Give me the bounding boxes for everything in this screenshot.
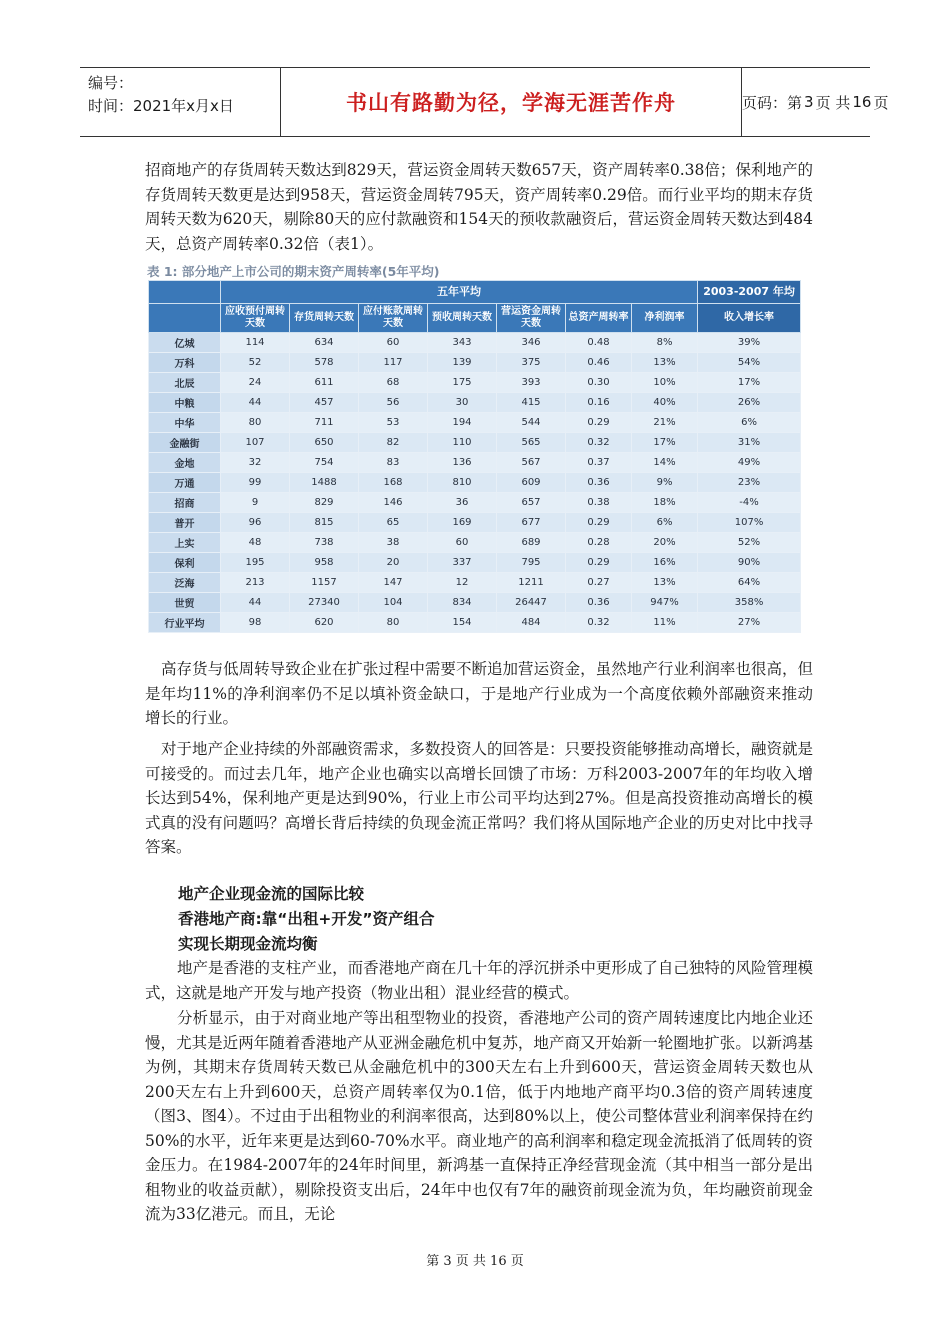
page-mid: 页 共 <box>815 93 851 112</box>
table-cell: 24 <box>221 373 290 393</box>
data-table <box>148 280 801 633</box>
table-cell: 620 <box>290 613 359 633</box>
table-cell: 1157 <box>290 573 359 593</box>
table-cell: 168 <box>359 473 428 493</box>
table-title: 表 1: 部分地产上市公司的期末资产周转率(5年平均) <box>147 264 440 279</box>
table-cell: 754 <box>290 453 359 473</box>
table-cell: 40% <box>632 393 698 413</box>
table-cell: 1488 <box>290 473 359 493</box>
row-name: 北辰 <box>149 373 221 393</box>
table-cell: 0.46 <box>566 353 632 373</box>
table-row <box>149 573 801 593</box>
table-cell: 56 <box>359 393 428 413</box>
page-end: 页 <box>873 93 889 112</box>
table-row <box>149 373 801 393</box>
table-cell: 110 <box>428 433 497 453</box>
table-row <box>149 593 801 613</box>
page-num: 3 <box>804 93 814 111</box>
table-cell: 11% <box>632 613 698 633</box>
table-cell: 810 <box>428 473 497 493</box>
table-cell: 17% <box>632 433 698 453</box>
table-cell: 20% <box>632 533 698 553</box>
table-cell: 415 <box>497 393 566 413</box>
table-cell: 60 <box>428 533 497 553</box>
table-cell: 27% <box>698 613 801 633</box>
column-header: 净利润率 <box>632 304 698 333</box>
row-name: 万科 <box>149 353 221 373</box>
table-cell: 107% <box>698 513 801 533</box>
table-cell: 13% <box>632 353 698 373</box>
data-table-figure <box>148 280 800 632</box>
table-cell: 48 <box>221 533 290 553</box>
table-cell: 30 <box>428 393 497 413</box>
page-footer: 第 3 页 共 16 页 <box>426 1254 524 1269</box>
table-cell: 578 <box>290 353 359 373</box>
table-cell: 21% <box>632 413 698 433</box>
table-row <box>149 393 801 413</box>
row-name: 金融街 <box>149 433 221 453</box>
table-cell: 60 <box>359 333 428 353</box>
table-cell: 80 <box>221 413 290 433</box>
table-cell: 136 <box>428 453 497 473</box>
growth-header: 2003-2007 年均 <box>698 281 801 304</box>
row-name: 中华 <box>149 413 221 433</box>
section-heading-3: 实现长期现金流均衡 <box>178 935 318 953</box>
table-cell: 36 <box>428 493 497 513</box>
table-row <box>149 413 801 433</box>
table-cell: 1211 <box>497 573 566 593</box>
table-cell: 0.29 <box>566 413 632 433</box>
row-name: 普开 <box>149 513 221 533</box>
table-cell: 52% <box>698 533 801 553</box>
table-cell: 169 <box>428 513 497 533</box>
paragraph-3: 对于地产企业持续的外部融资需求，多数投资人的回答是：只要投资能够推动高增长，融资就是可接受的。而过去几年，地产企业也确实以高增长回馈了市场：万科2003-2007年的年均收入增长达到54%，保利地产更是达到90%，行业上市公司平均达到27%。但是高投资推动高增长的模式真的没有问题吗？高增长背后持续的负现金流正常吗？我们将从国际地产企业的历史对比中找寻答案。 <box>145 740 813 856</box>
table-cell: 68 <box>359 373 428 393</box>
table-row <box>149 473 801 493</box>
paragraph-2: 高存货与低周转导致企业在扩张过程中需要不断追加营运资金，虽然地产行业利润率也很高，但是年均11%的净利润率仍不足以填补资金缺口，于是地产行业成为一个高度依赖外部融资来推动增长的行业。 <box>145 660 813 727</box>
table-cell: 958 <box>290 553 359 573</box>
table-cell: 677 <box>497 513 566 533</box>
table-cell: 117 <box>359 353 428 373</box>
table-cell: 0.30 <box>566 373 632 393</box>
table-cell: 213 <box>221 573 290 593</box>
table-cell: 0.38 <box>566 493 632 513</box>
table-cell: 567 <box>497 453 566 473</box>
row-name: 亿城 <box>149 333 221 353</box>
row-name: 金地 <box>149 453 221 473</box>
table-cell: 18% <box>632 493 698 513</box>
table-cell: 23% <box>698 473 801 493</box>
table-cell: 0.29 <box>566 513 632 533</box>
table-cell: 0.28 <box>566 533 632 553</box>
table-cell: 358% <box>698 593 801 613</box>
table-cell: 657 <box>497 493 566 513</box>
paragraph-4: 地产是香港的支柱产业，而香港地产商在几十年的浮沉拼杀中更形成了自己独特的风险管理模式，这就是地产开发与地产投资（物业出租）混业经营的模式。 <box>145 959 813 1002</box>
table-row <box>149 333 801 353</box>
table-row <box>149 353 801 373</box>
table-row <box>149 613 801 633</box>
table-cell: 0.36 <box>566 473 632 493</box>
page-number <box>742 68 889 136</box>
table-cell: 611 <box>290 373 359 393</box>
table-cell: 0.27 <box>566 573 632 593</box>
corner-cell <box>149 281 221 304</box>
page-header <box>80 67 889 137</box>
table-cell: 393 <box>497 373 566 393</box>
table-cell: 96 <box>221 513 290 533</box>
table-row <box>149 493 801 513</box>
table-cell: 147 <box>359 573 428 593</box>
table-cell: 795 <box>497 553 566 573</box>
table-cell: 32 <box>221 453 290 473</box>
group-header: 五年平均 <box>221 281 698 304</box>
table-row <box>149 513 801 533</box>
column-header: 预收周转天数 <box>428 304 497 333</box>
table-cell: 31% <box>698 433 801 453</box>
column-header: 营运资金周转天数 <box>497 304 566 333</box>
table-cell: 44 <box>221 593 290 613</box>
table-cell: 107 <box>221 433 290 453</box>
table-cell: 98 <box>221 613 290 633</box>
table-cell: 609 <box>497 473 566 493</box>
table-cell: 947% <box>632 593 698 613</box>
table-cell: 175 <box>428 373 497 393</box>
table-cell: 484 <box>497 613 566 633</box>
table-row <box>149 533 801 553</box>
table-cell: 139 <box>428 353 497 373</box>
number-label: 编号： <box>88 74 134 92</box>
table-cell: 9 <box>221 493 290 513</box>
table-cell: 565 <box>497 433 566 453</box>
table-cell: 83 <box>359 453 428 473</box>
table-cell: 0.29 <box>566 553 632 573</box>
table-cell: 39% <box>698 333 801 353</box>
page-label: 页码：第 <box>742 93 803 112</box>
table-cell: 52 <box>221 353 290 373</box>
table-cell: 829 <box>290 493 359 513</box>
table-cell: 711 <box>290 413 359 433</box>
table-cell: 738 <box>290 533 359 553</box>
table-cell: 16% <box>632 553 698 573</box>
row-name: 上实 <box>149 533 221 553</box>
table-cell: 815 <box>290 513 359 533</box>
table-cell: 375 <box>497 353 566 373</box>
table-row <box>149 453 801 473</box>
table-cell: 689 <box>497 533 566 553</box>
table-cell: 64% <box>698 573 801 593</box>
row-name: 泛海 <box>149 573 221 593</box>
column-header: 收入增长率 <box>698 304 801 333</box>
table-row <box>149 553 801 573</box>
table-cell: 26447 <box>497 593 566 613</box>
row-name: 中粮 <box>149 393 221 413</box>
table-cell: 99 <box>221 473 290 493</box>
table-cell: 12 <box>428 573 497 593</box>
table-cell: 65 <box>359 513 428 533</box>
table-cell: 80 <box>359 613 428 633</box>
column-header: 存货周转天数 <box>290 304 359 333</box>
table-cell: 27340 <box>290 593 359 613</box>
paragraph-1: 招商地产的存货周转天数达到829天，营运资金周转天数657天，资产周转率0.38倍；保利地产的存货周转天数更是达到958天，营运资金周转795天，资产周转率0.29倍。而行业平均的期末存货周转天数为620天，剔除80天的应付款融资和154天的预收款融资后，营运资金周转天数达到484天，总资产周转率0.32倍（表1）。 <box>145 161 813 253</box>
table-cell: 17% <box>698 373 801 393</box>
table-cell: 544 <box>497 413 566 433</box>
paragraph-5: 分析显示，由于对商业地产等出租型物业的投资，香港地产公司的资产周转速度比内地企业还慢，尤其是近两年随着香港地产从亚洲金融危机中复苏，地产商又开始新一轮圈地扩张。以新鸿基为例，其期末存货周转天数已从金融危机中的300天左右上升到600天，营运资金周转天数也从200天左右上升到600天，总资产周转率仅为0.1倍，低于内地地产商平均0.3倍的资产周转速度（图3、图4）。不过由于出租物业的利润率很高，达到80%以上，使公司整体营业利润率保持在约50%的水平，近年来更是达到60-70%水平。商业地产的高利润率和稳定现金流抵消了低周转的资金压力。在1984-2007年的24年时间里，新鸿基一直保持正净经营现金流（其中相当一部分是出租物业的收益贡献），剔除投资支出后，24年中也仅有7年的融资前现金流为负，年均融资前现金流为33亿港元。而且，无论 <box>145 1009 813 1223</box>
table-cell: 0.32 <box>566 613 632 633</box>
table-cell: 49% <box>698 453 801 473</box>
table-cell: 13% <box>632 573 698 593</box>
table-cell: 0.37 <box>566 453 632 473</box>
table-cell: 20 <box>359 553 428 573</box>
page-total: 16 <box>852 93 872 111</box>
table-cell: 0.32 <box>566 433 632 453</box>
name-col-header <box>149 304 221 333</box>
section-heading-2: 香港地产商:靠“出租+开发”资产组合 <box>178 910 435 928</box>
table-cell: 6% <box>632 513 698 533</box>
table-cell: 650 <box>290 433 359 453</box>
table-cell: 8% <box>632 333 698 353</box>
table-cell: 0.16 <box>566 393 632 413</box>
table-cell: 834 <box>428 593 497 613</box>
table-cell: 53 <box>359 413 428 433</box>
table-cell: 337 <box>428 553 497 573</box>
row-name: 世贸 <box>149 593 221 613</box>
table-cell: 14% <box>632 453 698 473</box>
table-cell: 10% <box>632 373 698 393</box>
table-cell: 195 <box>221 553 290 573</box>
table-cell: 0.36 <box>566 593 632 613</box>
row-name: 行业平均 <box>149 613 221 633</box>
table-cell: -4% <box>698 493 801 513</box>
table-cell: 457 <box>290 393 359 413</box>
row-name: 保利 <box>149 553 221 573</box>
table-cell: 44 <box>221 393 290 413</box>
table-cell: 343 <box>428 333 497 353</box>
table-cell: 114 <box>221 333 290 353</box>
table-cell: 194 <box>428 413 497 433</box>
date-label: 时间：2021年x月x日 <box>88 97 234 115</box>
table-cell: 38 <box>359 533 428 553</box>
table-cell: 0.48 <box>566 333 632 353</box>
table-cell: 634 <box>290 333 359 353</box>
column-header: 总资产周转率 <box>566 304 632 333</box>
header-meta <box>80 68 280 136</box>
table-cell: 90% <box>698 553 801 573</box>
table-cell: 54% <box>698 353 801 373</box>
table-cell: 26% <box>698 393 801 413</box>
table-cell: 82 <box>359 433 428 453</box>
column-header: 应付账款周转天数 <box>359 304 428 333</box>
row-name: 万通 <box>149 473 221 493</box>
table-cell: 9% <box>632 473 698 493</box>
header-motto: 书山有路勤为径，学海无涯苦作舟 <box>280 68 742 136</box>
column-header: 应收预付周转天数 <box>221 304 290 333</box>
table-row <box>149 433 801 453</box>
table-cell: 6% <box>698 413 801 433</box>
section-heading-1: 地产企业现金流的国际比较 <box>178 885 365 903</box>
table-cell: 146 <box>359 493 428 513</box>
table-cell: 154 <box>428 613 497 633</box>
table-cell: 346 <box>497 333 566 353</box>
table-cell: 104 <box>359 593 428 613</box>
row-name: 招商 <box>149 493 221 513</box>
